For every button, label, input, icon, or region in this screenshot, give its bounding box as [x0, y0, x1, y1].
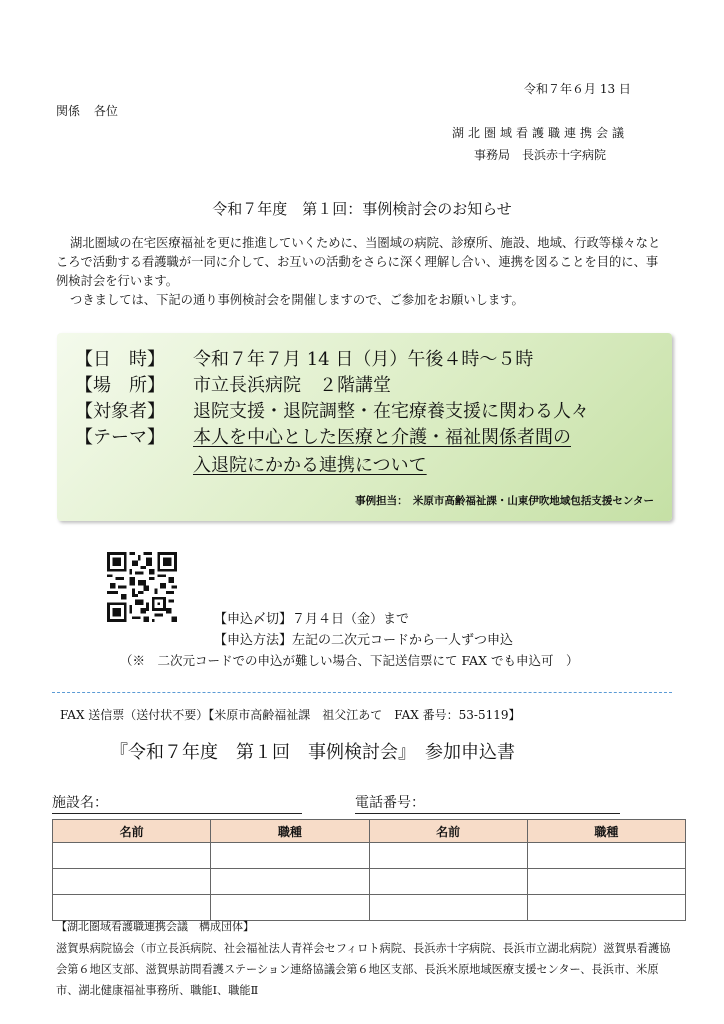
place-label: 【場 所】	[75, 375, 165, 396]
member-orgs-heading: 【湖北圏域看護職連携会議 構成団体】	[56, 920, 254, 933]
application-deadline: 【申込〆切】７月４日（金）まで	[214, 612, 410, 627]
job-cell[interactable]	[211, 843, 369, 869]
name-cell[interactable]	[369, 869, 527, 895]
job-cell[interactable]	[527, 869, 685, 895]
theme-label: 【テーマ】	[75, 427, 165, 448]
table-header-row	[53, 820, 686, 843]
col-name-2: 名前	[369, 820, 527, 843]
facility-name-field[interactable]: 施設名：	[52, 792, 302, 814]
target-row	[75, 397, 589, 423]
place-row	[75, 371, 391, 397]
job-cell[interactable]	[211, 895, 369, 921]
table-row	[53, 869, 686, 895]
table-row	[53, 843, 686, 869]
event-info-box	[57, 333, 672, 521]
place-value: 市立長浜病院 ２階講堂	[193, 375, 391, 396]
name-cell[interactable]	[369, 895, 527, 921]
col-job-1: 職種	[211, 820, 369, 843]
theme-value-line1: 本人を中心とした医療と介護・福祉関係者間の	[193, 427, 571, 448]
case-charge: 事例担当： 米原市高齢福祉課・山東伊吹地域包括支援センター	[355, 495, 654, 507]
datetime-row	[75, 345, 533, 371]
organization-name: 湖北圏域看護職連携会議	[452, 126, 629, 140]
qr-code[interactable]	[107, 552, 177, 622]
phone-number-field[interactable]: 電話番号：	[355, 792, 620, 814]
datetime-value: 令和７年７月 14 日（月）午後４時～５時	[193, 349, 534, 370]
target-value: 退院支援・退院調整・在宅療養支援に関わる人々	[193, 401, 589, 422]
secretariat: 事務局 長浜赤十字病院	[474, 148, 607, 162]
job-cell[interactable]	[527, 843, 685, 869]
name-cell[interactable]	[53, 895, 211, 921]
intro-paragraph-2: つきましては、下記の通り事例検討会を開催しますので、ご参加をお願いします。	[70, 293, 524, 307]
application-method: 【申込方法】左記の二次元コードから一人ずつ申込	[214, 633, 514, 648]
intro-paragraph-1: 湖北圏域の在宅医療福祉を更に推進していくために、当圏域の病院、診療所、施設、地域、行政等様々なところで活動する看護職が一同に介して、お互いの活動をさらに深く理解し合い、連携を図ることを目的に、事例検討会を行います。	[56, 236, 661, 288]
cut-line-divider	[52, 692, 672, 693]
job-cell[interactable]	[211, 869, 369, 895]
job-cell[interactable]	[527, 895, 685, 921]
target-label: 【対象者】	[75, 401, 165, 422]
fax-note: （※ 二次元コードでの申込が難しい場合、下記送信票にて FAX でも申込可 ）	[120, 653, 579, 668]
theme-row-2	[193, 451, 427, 477]
col-name-1: 名前	[53, 820, 211, 843]
member-orgs-list: 滋賀県病院協会（市立長浜病院、社会福祉法人青祥会セフィロト病院、長浜赤十字病院、長浜市立湖北病院）滋賀県看護協会第６地区支部、滋賀県訪問看護ステーション連絡協議会第６地区支部、長浜米原地域医療支援センター、長浜市、米原市、湖北健康福祉事務所、職能Ⅰ、職能Ⅱ	[56, 942, 671, 997]
name-cell[interactable]	[53, 843, 211, 869]
application-table	[52, 819, 686, 921]
intro-text	[56, 234, 666, 310]
fax-header: FAX 送信票（送付状不要）【米原市高齢福祉課 祖父江あて FAX 番号：53-5119】	[60, 708, 521, 722]
datetime-label: 【日 時】	[75, 349, 165, 370]
addressee: 関係 各位	[56, 104, 118, 118]
theme-row	[75, 423, 571, 449]
theme-value-line2: 入退院にかかる連携について	[193, 455, 427, 476]
notice-date: 令和７年６月 13 日	[524, 82, 631, 96]
col-job-2: 職種	[527, 820, 685, 843]
notice-title: 令和７年度 第１回：事例検討会のお知らせ	[212, 200, 512, 218]
form-title: 『令和７年度 第１回 事例検討会』 参加申込書	[110, 742, 515, 763]
name-cell[interactable]	[369, 843, 527, 869]
table-row	[53, 895, 686, 921]
name-cell[interactable]	[53, 869, 211, 895]
